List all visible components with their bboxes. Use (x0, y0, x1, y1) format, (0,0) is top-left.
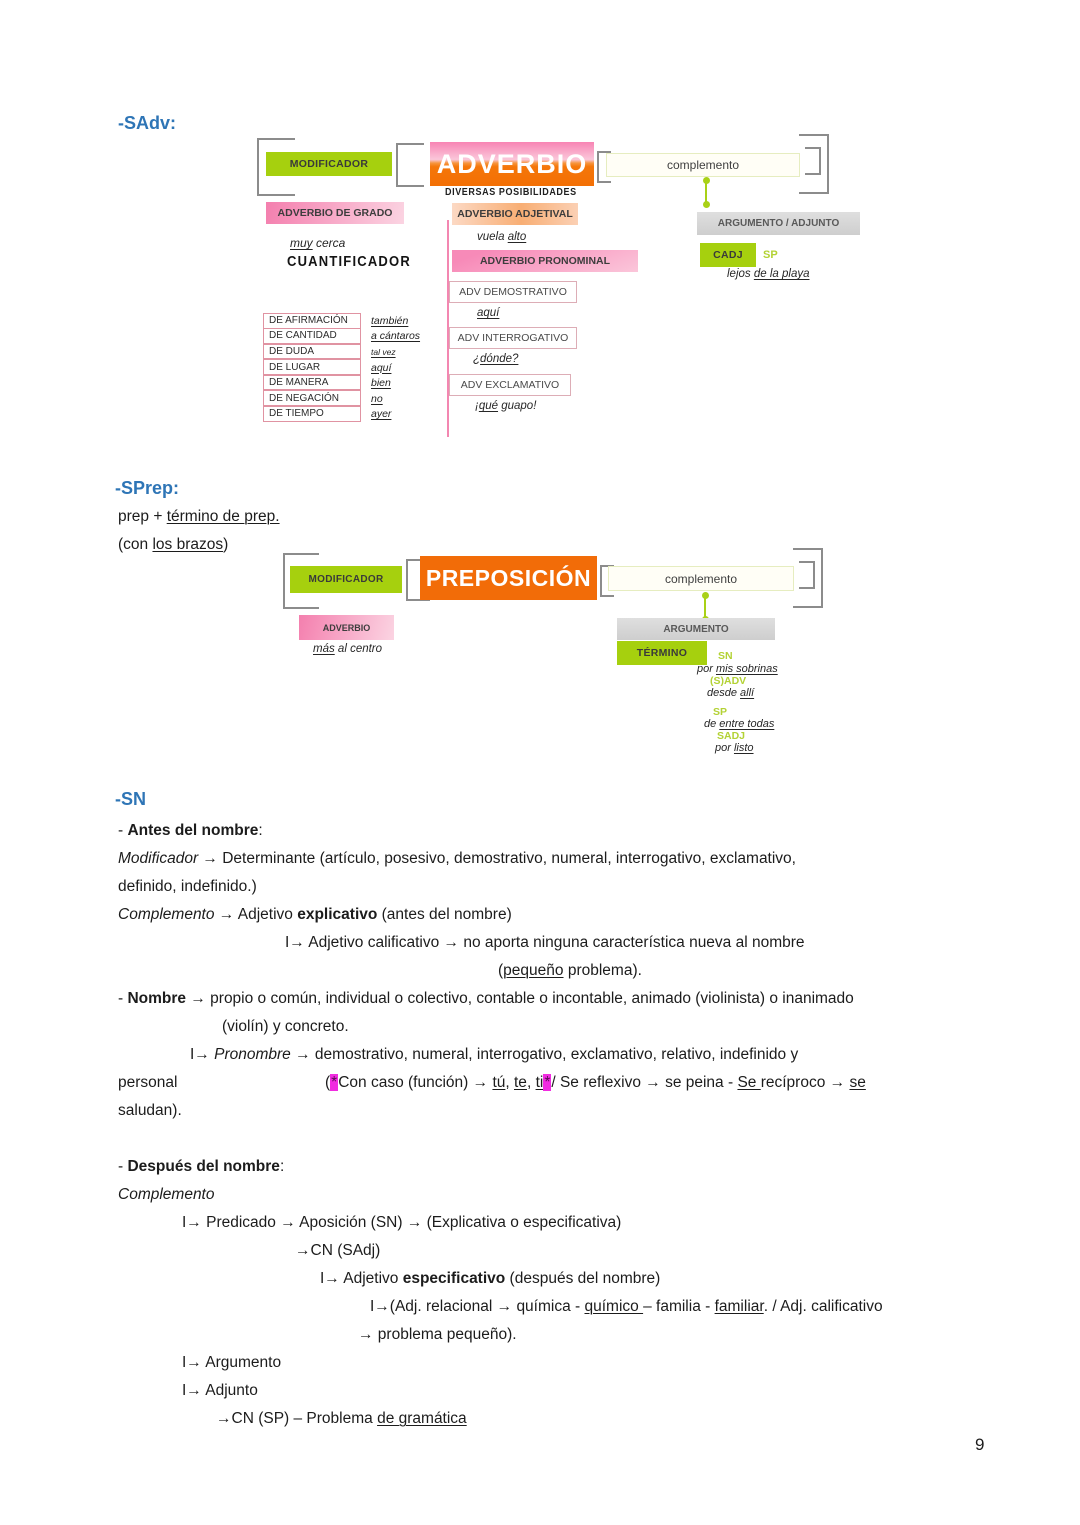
sn-line-cn-sadj: →CN (SAdj) (295, 1242, 381, 1259)
text-underlined: pequeño (503, 962, 564, 979)
table-cell-tipo: DE CANTIDAD (263, 328, 361, 344)
adverbio-title-box (430, 142, 594, 186)
bracket-right-outer (799, 134, 829, 194)
text-part: ( (325, 1074, 331, 1091)
table-row (263, 344, 420, 360)
argumento-adjunto-label: ARGUMENTO / ADJUNTO (717, 218, 840, 229)
sn-line-personal: personal (118, 1074, 178, 1091)
modificador-label: MODIFICADOR (289, 158, 369, 170)
text-bold: explicativo (297, 906, 378, 923)
argumento-adjunto-box (697, 212, 860, 235)
sprep-adverbio-example-underlined: más (313, 643, 335, 655)
table-cell-tipo: DE TIEMPO (263, 406, 361, 422)
adverbio-pronominal-label: ADVERBIO PRONOMINAL (479, 255, 611, 267)
sn-line-nombre (118, 990, 854, 1008)
sprep-modificador-box (290, 566, 402, 593)
sn-line-complemento (118, 906, 512, 924)
adverbio-adjetival-box (452, 203, 578, 225)
text-part: - (118, 1158, 128, 1175)
table-cell-ejemplo: ayer (371, 408, 392, 421)
text-part: →CN (SP) – Problema (216, 1410, 378, 1427)
complemento-label: complemento (666, 158, 740, 172)
sprep-line1 (118, 508, 280, 526)
text-part: → Adjetivo (214, 906, 298, 923)
text-part: → propio o común, individual o colectivo, contable o incontable, animado (violinista) o inanimado (186, 990, 854, 1007)
table-row (263, 391, 420, 407)
sn-line-modificador-cont: definido, indefinido.) (118, 878, 257, 895)
adv-exclamativo-box (449, 374, 571, 396)
lejos-example-underlined: de la playa (753, 268, 810, 280)
preposicion-title-box (420, 556, 597, 600)
example-underlined: entre todas (719, 718, 775, 730)
text-part: : (258, 822, 263, 839)
adverbio-adjetival-label: ADVERBIO ADJETIVAL (457, 208, 573, 220)
text-underlined: de gramática (377, 1410, 467, 1427)
termino-item-label-sadj: SADJ (717, 730, 746, 742)
example-pre: por (697, 663, 716, 675)
text-underlined: químico (584, 1298, 644, 1315)
sprep-modificador-label: MODIFICADOR (308, 574, 384, 585)
table-cell-ejemplo: bien (371, 377, 391, 390)
sprep-line2-post: ) (223, 536, 229, 553)
table-cell-tipo: DE AFIRMACIÓN (263, 313, 361, 329)
sprep-line2-underlined: los brazos (152, 536, 224, 553)
text-bold: Nombre (127, 990, 187, 1007)
adverbio-pronominal-box (452, 250, 638, 272)
cuantificador-label: CUANTIFICADOR (287, 253, 411, 270)
text-part: - (118, 990, 128, 1007)
termino-item-example-sadv (707, 687, 754, 699)
example-pre: por (715, 742, 734, 754)
table-row (263, 407, 420, 423)
text-part: problema). (563, 962, 642, 979)
text-underlined: tú (492, 1074, 506, 1091)
text-bold: Antes del nombre (127, 822, 259, 839)
table-cell-ejemplo: no (371, 392, 383, 405)
termino-label: TÉRMINO (636, 647, 688, 659)
sprep-line1-pre: prep + (118, 508, 167, 525)
demostrativo-example (477, 307, 499, 319)
text-part: → Determinante (artículo, posesivo, demostrativo, numeral, interrogativo, exclamativo, (198, 850, 796, 867)
sn-line-pequeno (498, 962, 642, 980)
sn-line-relacional (370, 1298, 883, 1316)
adjetival-example-underlined: alto (507, 231, 527, 243)
sn-line-cn-sp (216, 1410, 467, 1428)
text-bold: especificativo (402, 1270, 506, 1287)
complemento-box (606, 153, 800, 177)
exclamativo-example-underlined: qué (478, 400, 499, 412)
sprep-line1-underlined: término de prep. (166, 508, 280, 525)
table-row (263, 360, 420, 376)
termino-item-example-sadj (715, 742, 754, 754)
table-cell-ejemplo: aquí (371, 361, 392, 374)
text-part: (después del nombre) (505, 1270, 661, 1287)
table-row (263, 375, 420, 391)
sn-line-calificativo: I→ Adjetivo calificativo → no aporta ninguna característica nueva al nombre (285, 934, 805, 951)
adverbio-subtitle: DIVERSAS POSIBILIDADES (445, 186, 577, 198)
termino-box (617, 641, 707, 665)
lejos-example-pre: lejos (727, 268, 754, 280)
sprep-complemento-label: complemento (664, 571, 738, 586)
termino-item-example-sn (697, 663, 778, 675)
sprep-line2-pre: (con (118, 536, 153, 553)
example-pre: de (704, 718, 720, 730)
adv-demostrativo-label: ADV DEMOSTRATIVO (459, 286, 567, 298)
adv-interrogativo-box (449, 327, 577, 349)
connector-line (705, 182, 707, 203)
highlight-asterisk: * (544, 1074, 551, 1091)
sadv-heading: -SAdv: (118, 113, 176, 133)
demostrativo-example-underlined: aquí (477, 307, 500, 319)
text-part: recíproco → (760, 1074, 850, 1091)
example-underlined: mis sobrinas (715, 663, 778, 675)
text-part: , (505, 1074, 514, 1091)
text-underlined: se (849, 1074, 866, 1091)
adverbio-table (263, 313, 420, 422)
exclamativo-example-post: guapo! (498, 400, 537, 412)
termino-item-label-sp: SP (713, 706, 728, 718)
grado-example-rest: cerca (312, 236, 346, 250)
sn-line-complemento2 (118, 1186, 215, 1204)
connector-line (704, 597, 706, 618)
text-italic: Modificador (118, 850, 199, 867)
example-pre: desde (707, 687, 741, 699)
text-italic: Complemento (118, 906, 215, 923)
termino-item-label-sn: SN (718, 650, 733, 662)
interrogativo-example-underlined: dónde? (480, 353, 519, 365)
grado-example (290, 236, 345, 250)
adverbio-title: ADVERBIO (436, 148, 588, 179)
sprep-heading: -SPrep: (115, 478, 180, 498)
text-part: Con caso (función) → (338, 1074, 493, 1091)
example-underlined: listo (733, 742, 754, 754)
bracket-right-outer (793, 548, 823, 608)
text-part: I→ Adjetivo (320, 1270, 403, 1287)
argumento-box (617, 618, 775, 640)
bracket-left-adverbio (396, 143, 424, 187)
table-cell-ejemplo: también (371, 314, 409, 327)
sprep-complemento-box (608, 566, 794, 591)
text-italic: Pronombre (214, 1046, 291, 1063)
termino-item-example-sp (704, 718, 774, 730)
table-cell-tipo: DE MANERA (263, 375, 361, 391)
text-italic: Complemento (118, 1186, 215, 1203)
table-cell-tipo: DE NEGACIÓN (263, 390, 361, 406)
sn-line-saludan: saludan). (118, 1102, 182, 1119)
text-underlined: familiar (714, 1298, 764, 1315)
sn-line-violin: (violín) y concreto. (222, 1018, 349, 1035)
interrogativo-example (473, 353, 518, 365)
sprep-line2 (118, 536, 228, 554)
sp-label: SP (763, 249, 778, 261)
sprep-adverbio-example-rest: al centro (334, 643, 383, 655)
sn-line-adjunto: I→ Adjunto (182, 1382, 258, 1399)
sprep-adverbio-box (299, 615, 394, 640)
exclamativo-example-pre: ¡ (475, 400, 479, 412)
adv-demostrativo-box (449, 281, 577, 303)
lejos-example (727, 268, 809, 280)
cadj-box (700, 243, 756, 267)
sprep-adverbio-label: ADVERBIO (322, 622, 371, 633)
modificador-box (266, 152, 392, 176)
table-cell-tipo: DE DUDA (263, 344, 361, 360)
adv-interrogativo-label: ADV INTERROGATIVO (457, 332, 569, 344)
adverbio-de-grado-label: ADVERBIO DE GRADO (277, 207, 393, 219)
text-part: / Se reflexivo → se peina - (551, 1074, 738, 1091)
table-row (263, 329, 420, 345)
sn-heading: -SN (115, 789, 146, 809)
text-part: - (118, 822, 128, 839)
text-part: ( (498, 962, 504, 979)
table-row (263, 313, 420, 329)
text-part: (antes del nombre) (377, 906, 512, 923)
highlight-asterisk: * (331, 1074, 338, 1091)
table-cell-ejemplo: a cántaros (371, 330, 421, 343)
text-part: : (279, 1158, 285, 1175)
text-part: , (526, 1074, 536, 1091)
table-cell-tipo: DE LUGAR (263, 359, 361, 375)
argumento-label: ARGUMENTO (663, 623, 729, 635)
text-part: I→ (190, 1046, 215, 1063)
text-underlined: ti (535, 1074, 544, 1091)
sn-line-antes (118, 822, 263, 840)
sn-line-despues (118, 1158, 284, 1176)
sprep-adverbio-example (313, 643, 382, 655)
text-part: . / Adj. calificativo (763, 1298, 883, 1315)
text-part: I→(Adj. relacional → química - (370, 1298, 585, 1315)
exclamativo-example (475, 400, 536, 412)
sn-line-caso (325, 1074, 866, 1092)
sn-line-modificador (118, 850, 796, 868)
sn-line-pronombre (190, 1046, 798, 1064)
table-cell-ejemplo: tal vez (371, 346, 396, 357)
grado-example-underlined: muy (290, 236, 313, 250)
adjetival-example (477, 231, 526, 243)
preposicion-title: PREPOSICIÓN (425, 564, 592, 591)
adv-exclamativo-label: ADV EXCLAMATIVO (460, 379, 560, 391)
adverbio-de-grado-box (266, 202, 404, 224)
sn-line-argumento: I→ Argumento (182, 1354, 282, 1371)
termino-item-label-sadv: (S)ADV (710, 675, 747, 687)
text-underlined: te (514, 1074, 527, 1091)
adjetival-example-pre: vuela (477, 231, 508, 243)
text-part: – familia - (643, 1298, 715, 1315)
text-bold: Después del nombre (127, 1158, 280, 1175)
sn-line-predicado: I→ Predicado → Aposición (SN) → (Explicativa o especificativa) (182, 1214, 622, 1231)
text-underlined: Se (737, 1074, 761, 1091)
sn-line-especificativo (320, 1270, 660, 1288)
example-underlined: allí (740, 687, 755, 699)
page-number: 9 (975, 1435, 985, 1454)
cadj-label: CADJ (713, 249, 743, 261)
sn-line-problema: → problema pequeño). (358, 1326, 517, 1343)
text-part: → demostrativo, numeral, interrogativo, exclamativo, relativo, indefinido y (290, 1046, 799, 1063)
interrogativo-example-pre: ¿ (473, 353, 481, 365)
